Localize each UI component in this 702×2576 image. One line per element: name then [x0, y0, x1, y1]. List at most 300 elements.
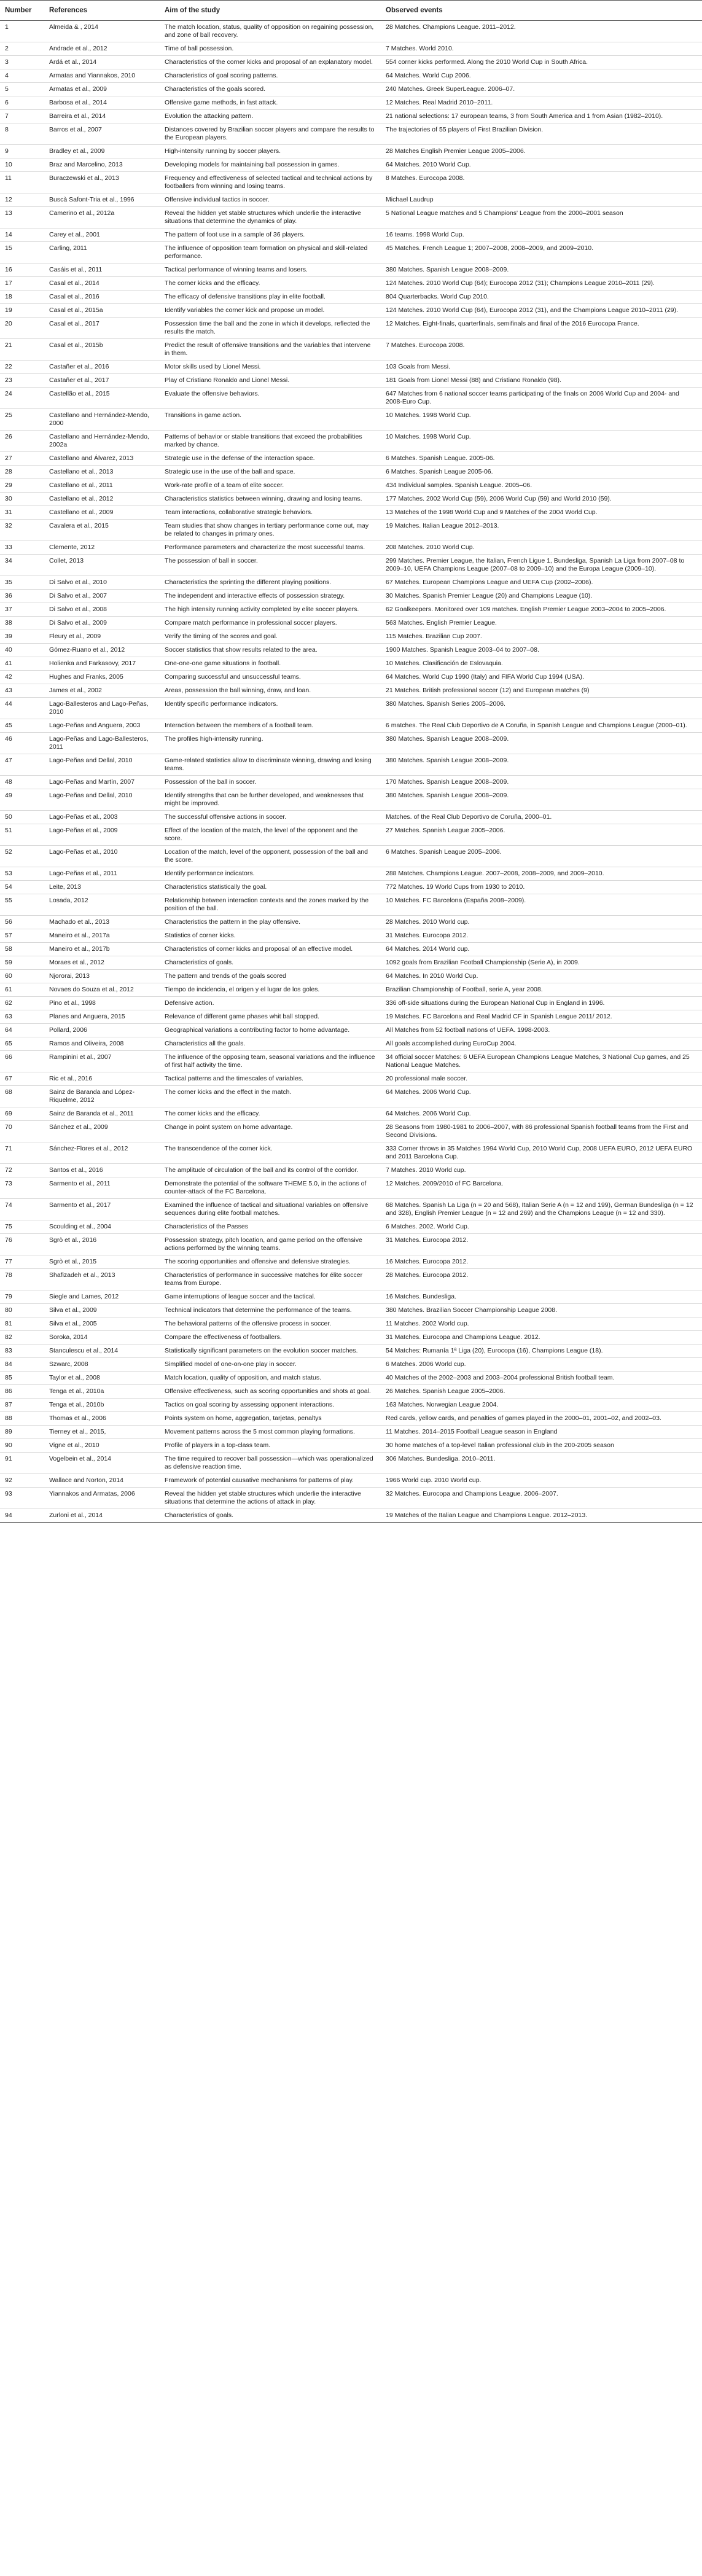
cell-aim: Characteristics all the goals.	[160, 1037, 381, 1051]
cell-observed-events: 21 Matches. British professional soccer (12) and European matches (9)	[381, 684, 702, 698]
cell-number: 31	[0, 506, 44, 520]
cell-aim: The corner kicks and the effect in the match.	[160, 1086, 381, 1107]
cell-reference: Lago-Ballesteros and Lago-Peñas, 2010	[44, 698, 160, 719]
table-row	[0, 1304, 702, 1317]
cell-observed-events: 64 Matches. 2010 World Cup.	[381, 158, 702, 172]
cell-observed-events: 10 Matches. FC Barcelona (España 2008–2009).	[381, 894, 702, 916]
table-row	[0, 291, 702, 304]
cell-number: 49	[0, 789, 44, 811]
cell-aim: The match location, status, quality of opposition on regaining possession, and zone of ball recovery.	[160, 21, 381, 42]
cell-aim: Evolution the attacking pattern.	[160, 110, 381, 123]
cell-aim: Reveal the hidden yet stable structures which underlie the interactive situations that determine the actions of attack in play.	[160, 1488, 381, 1509]
cell-aim: Characteristics of goal scoring patterns.	[160, 69, 381, 83]
cell-observed-events: 64 Matches. 2014 World cup.	[381, 943, 702, 956]
cell-observed-events: 12 Matches. Real Madrid 2010–2011.	[381, 96, 702, 110]
table-row	[0, 263, 702, 277]
cell-observed-events: 16 Matches. Bundesliga.	[381, 1290, 702, 1304]
header-number: Number	[0, 1, 44, 21]
cell-observed-events: 380 Matches. Brazilian Soccer Championship League 2008.	[381, 1304, 702, 1317]
cell-aim: Characteristics of the goals scored.	[160, 83, 381, 96]
cell-aim: Demonstrate the potential of the software THEME 5.0, in the actions of counter-attack of the FC Barcelona.	[160, 1177, 381, 1199]
cell-observed-events: Brazilian Championship of Football, serie A, year 2008.	[381, 983, 702, 997]
table-row	[0, 69, 702, 83]
cell-observed-events: 16 Matches. Eurocopa 2012.	[381, 1255, 702, 1269]
cell-aim: Reveal the hidden yet stable structures which underlie the interactive situations that determine the dynamics of play.	[160, 207, 381, 228]
table-row	[0, 1385, 702, 1399]
cell-number: 34	[0, 555, 44, 576]
table-row	[0, 590, 702, 603]
cell-reference: Sánchez-Flores et al., 2012	[44, 1142, 160, 1164]
cell-reference: Casal et al., 2017	[44, 318, 160, 339]
cell-observed-events: 32 Matches. Eurocopa and Champions League. 2006–2007.	[381, 1488, 702, 1509]
cell-observed-events: 333 Corner throws in 35 Matches 1994 World Cup, 2010 World Cup, 2008 UEFA EURO, 2012 UEFA EURO and 2011 Barcelona Cup.	[381, 1142, 702, 1164]
cell-aim: Characteristics of the Passes	[160, 1220, 381, 1234]
table-row	[0, 56, 702, 69]
cell-number: 45	[0, 719, 44, 733]
cell-observed-events: 10 Matches. Clasificación de Eslovaquia.	[381, 657, 702, 671]
cell-aim: The possession of ball in soccer.	[160, 555, 381, 576]
cell-reference: Di Salvo et al., 2009	[44, 617, 160, 630]
cell-reference: Lago-Peñas et al., 2011	[44, 867, 160, 881]
cell-aim: Statistics of corner kicks.	[160, 929, 381, 943]
cell-reference: Barreira et al., 2014	[44, 110, 160, 123]
table-row	[0, 1345, 702, 1358]
table-row	[0, 929, 702, 943]
table-row	[0, 1072, 702, 1086]
cell-aim: Movement patterns across the 5 most common playing formations.	[160, 1426, 381, 1439]
table-row	[0, 1290, 702, 1304]
cell-observed-events: 208 Matches. 2010 World Cup.	[381, 541, 702, 555]
cell-reference: Yiannakos and Armatas, 2006	[44, 1488, 160, 1509]
cell-observed-events: 21 national selections: 17 european teams, 3 from South America and 1 from Asian (1982–2010).	[381, 110, 702, 123]
cell-reference: Cavalera et al., 2015	[44, 520, 160, 541]
table-row	[0, 431, 702, 452]
cell-aim: Defensive action.	[160, 997, 381, 1010]
cell-aim: Effect of the location of the match, the level of the opponent and the score.	[160, 824, 381, 846]
cell-reference: Szwarc, 2008	[44, 1358, 160, 1372]
cell-reference: Lago-Peñas and Dellal, 2010	[44, 754, 160, 776]
cell-aim: Distances covered by Brazilian soccer players and compare the results to the European players.	[160, 123, 381, 145]
cell-number: 25	[0, 409, 44, 431]
cell-reference: Silva et al., 2009	[44, 1304, 160, 1317]
cell-reference: Lago-Peñas and Anguera, 2003	[44, 719, 160, 733]
cell-number: 36	[0, 590, 44, 603]
cell-aim: Developing models for maintaining ball possession in games.	[160, 158, 381, 172]
cell-aim: The high intensity running activity completed by elite soccer players.	[160, 603, 381, 617]
cell-observed-events: 434 Individual samples. Spanish League. 2005–06.	[381, 479, 702, 493]
cell-reference: Wallace and Norton, 2014	[44, 1474, 160, 1488]
cell-number: 79	[0, 1290, 44, 1304]
cell-reference: Planes and Anguera, 2015	[44, 1010, 160, 1024]
cell-observed-events: 31 Matches. Eurocopa 2012.	[381, 929, 702, 943]
cell-aim: Play of Cristiano Ronaldo and Lionel Messi.	[160, 374, 381, 388]
cell-aim: Tactics on goal scoring by assessing opponent interactions.	[160, 1399, 381, 1412]
cell-number: 72	[0, 1164, 44, 1177]
table-row	[0, 277, 702, 291]
cell-observed-events: 181 Goals from Lionel Messi (88) and Cristiano Ronaldo (98).	[381, 374, 702, 388]
table-row	[0, 83, 702, 96]
cell-observed-events: 19 Matches. Italian League 2012–2013.	[381, 520, 702, 541]
cell-aim: Soccer statistics that show results related to the area.	[160, 644, 381, 657]
cell-observed-events: 554 corner kicks performed. Along the 2010 World Cup in South Africa.	[381, 56, 702, 69]
cell-aim: The behavioral patterns of the offensive process in soccer.	[160, 1317, 381, 1331]
cell-number: 15	[0, 242, 44, 263]
table-row	[0, 811, 702, 824]
cell-aim: Interaction between the members of a football team.	[160, 719, 381, 733]
cell-reference: Lago-Peñas et al., 2009	[44, 824, 160, 846]
cell-observed-events: 240 Matches. Greek SuperLeague. 2006–07.	[381, 83, 702, 96]
cell-aim: Simplified model of one-on-one play in soccer.	[160, 1358, 381, 1372]
cell-observed-events: 124 Matches. 2010 World Cup (64), Eurocopa 2012 (31), and the Champions League 2010–2011 (29).	[381, 304, 702, 318]
cell-reference: Holienka and Farkasovy, 2017	[44, 657, 160, 671]
table-row	[0, 576, 702, 590]
cell-number: 71	[0, 1142, 44, 1164]
cell-aim: Possession strategy, pitch location, and game period on the offensive actions performed by the winning teams.	[160, 1234, 381, 1255]
cell-observed-events: 7 Matches. World 2010.	[381, 42, 702, 56]
cell-number: 55	[0, 894, 44, 916]
table-row	[0, 1107, 702, 1121]
cell-reference: Castellano et al., 2011	[44, 479, 160, 493]
cell-observed-events: 26 Matches. Spanish League 2005–2006.	[381, 1385, 702, 1399]
header-observed-events: Observed events	[381, 1, 702, 21]
cell-observed-events: 288 Matches. Champions League. 2007–2008, 2008–2009, and 2009–2010.	[381, 867, 702, 881]
cell-observed-events: 1900 Matches. Spanish League 2003–04 to 2007–08.	[381, 644, 702, 657]
cell-observed-events: 336 off-side situations during the European National Cup in England in 1996.	[381, 997, 702, 1010]
cell-observed-events: 8 Matches. Eurocopa 2008.	[381, 172, 702, 193]
cell-number: 90	[0, 1439, 44, 1453]
cell-number: 37	[0, 603, 44, 617]
table-row	[0, 1439, 702, 1453]
cell-aim: Characteristics of performance in successive matches for élite soccer teams from Europe.	[160, 1269, 381, 1290]
cell-reference: Collet, 2013	[44, 555, 160, 576]
cell-aim: Characteristics the sprinting the different playing positions.	[160, 576, 381, 590]
table-row	[0, 789, 702, 811]
table-row	[0, 1177, 702, 1199]
cell-number: 3	[0, 56, 44, 69]
cell-aim: Strategic use in the defense of the interaction space.	[160, 452, 381, 466]
table-row	[0, 1317, 702, 1331]
cell-number: 13	[0, 207, 44, 228]
cell-reference: Sánchez et al., 2009	[44, 1121, 160, 1142]
cell-reference: Soroka, 2014	[44, 1331, 160, 1345]
cell-number: 39	[0, 630, 44, 644]
cell-number: 10	[0, 158, 44, 172]
cell-number: 6	[0, 96, 44, 110]
cell-reference: Sarmento et al., 2011	[44, 1177, 160, 1199]
cell-aim: Game interruptions of league soccer and the tactical.	[160, 1290, 381, 1304]
cell-reference: Castellano et al., 2009	[44, 506, 160, 520]
table-row	[0, 466, 702, 479]
cell-number: 60	[0, 970, 44, 983]
cell-aim: Technical indicators that determine the performance of the teams.	[160, 1304, 381, 1317]
cell-number: 29	[0, 479, 44, 493]
cell-aim: Verify the timing of the scores and goal.	[160, 630, 381, 644]
cell-number: 63	[0, 1010, 44, 1024]
cell-aim: Transitions in game action.	[160, 409, 381, 431]
cell-aim: Possession of the ball in soccer.	[160, 776, 381, 789]
cell-observed-events: 34 official soccer Matches: 6 UEFA European Champions League Matches, 3 National Cup games, and 25 National League Matches.	[381, 1051, 702, 1072]
cell-aim: Comparing successful and unsuccessful teams.	[160, 671, 381, 684]
table-row	[0, 374, 702, 388]
cell-number: 35	[0, 576, 44, 590]
cell-observed-events: 16 teams. 1998 World Cup.	[381, 228, 702, 242]
cell-observed-events: 28 Matches. Eurocopa 2012.	[381, 1269, 702, 1290]
cell-aim: Examined the influence of tactical and situational variables on offensive sequences during elite football matches.	[160, 1199, 381, 1220]
cell-number: 52	[0, 846, 44, 867]
cell-observed-events: 380 Matches. Spanish League 2008–2009.	[381, 789, 702, 811]
table-row	[0, 754, 702, 776]
cell-reference: Shafizadeh et al., 2013	[44, 1269, 160, 1290]
table-row	[0, 916, 702, 929]
table-row	[0, 684, 702, 698]
header-aim: Aim of the study	[160, 1, 381, 21]
cell-observed-events: 563 Matches. English Premier League.	[381, 617, 702, 630]
cell-observed-events: 647 Matches from 6 national soccer teams participating of the finals on 2006 World Cup and 2004- and 2008-Euro Cup.	[381, 388, 702, 409]
cell-number: 8	[0, 123, 44, 145]
cell-observed-events: 115 Matches. Brazilian Cup 2007.	[381, 630, 702, 644]
cell-observed-events: The trajectories of 55 players of First Brazilian Division.	[381, 123, 702, 145]
cell-reference: Clemente, 2012	[44, 541, 160, 555]
cell-reference: Casal et al., 2016	[44, 291, 160, 304]
table-row	[0, 409, 702, 431]
cell-number: 21	[0, 339, 44, 361]
cell-observed-events: 10 Matches. 1998 World Cup.	[381, 409, 702, 431]
cell-aim: Evaluate the offensive behaviors.	[160, 388, 381, 409]
table-row	[0, 630, 702, 644]
cell-reference: Sainz de Baranda et al., 2011	[44, 1107, 160, 1121]
cell-number: 19	[0, 304, 44, 318]
cell-reference: Lago-Peñas and Lago-Ballesteros, 2011	[44, 733, 160, 754]
cell-observed-events: Matches. of the Real Club Deportivo de Coruña, 2000–01.	[381, 811, 702, 824]
cell-aim: Tactical performance of winning teams and losers.	[160, 263, 381, 277]
cell-observed-events: 6 Matches. Spanish League 2005-06.	[381, 466, 702, 479]
table-row	[0, 1024, 702, 1037]
cell-reference: Ramos and Oliveira, 2008	[44, 1037, 160, 1051]
cell-reference: Castellano and Hernández-Mendo, 2002a	[44, 431, 160, 452]
cell-observed-events: 6 Matches. 2006 World cup.	[381, 1358, 702, 1372]
cell-reference: Castellano and Álvarez, 2013	[44, 452, 160, 466]
cell-observed-events: 20 professional male soccer.	[381, 1072, 702, 1086]
cell-observed-events: 1966 World cup. 2010 World cup.	[381, 1474, 702, 1488]
table-row	[0, 657, 702, 671]
cell-number: 9	[0, 145, 44, 158]
cell-number: 94	[0, 1509, 44, 1523]
cell-reference: Buraczewski et al., 2013	[44, 172, 160, 193]
cell-reference: Maneiro et al., 2017b	[44, 943, 160, 956]
table-row	[0, 388, 702, 409]
cell-aim: Characteristics of corner kicks and proposal of an effective model.	[160, 943, 381, 956]
cell-aim: The efficacy of defensive transitions play in elite football.	[160, 291, 381, 304]
table-row	[0, 846, 702, 867]
table-row	[0, 1220, 702, 1234]
table-row	[0, 1331, 702, 1345]
cell-number: 78	[0, 1269, 44, 1290]
table-row	[0, 110, 702, 123]
cell-number: 28	[0, 466, 44, 479]
cell-observed-events: 804 Quarterbacks. World Cup 2010.	[381, 291, 702, 304]
cell-aim: The transcendence of the corner kick.	[160, 1142, 381, 1164]
cell-number: 84	[0, 1358, 44, 1372]
cell-observed-events: 12 Matches. 2009/2010 of FC Barcelona.	[381, 1177, 702, 1199]
cell-number: 7	[0, 110, 44, 123]
cell-reference: Armatas et al., 2009	[44, 83, 160, 96]
cell-observed-events: 13 Matches of the 1998 World Cup and 9 Matches of the 2004 World Cup.	[381, 506, 702, 520]
cell-reference: Braz and Marcelino, 2013	[44, 158, 160, 172]
cell-number: 17	[0, 277, 44, 291]
cell-reference: Ric et al., 2016	[44, 1072, 160, 1086]
cell-number: 81	[0, 1317, 44, 1331]
table-row	[0, 983, 702, 997]
cell-observed-events: 6 Matches. Spanish League. 2005-06.	[381, 452, 702, 466]
cell-number: 47	[0, 754, 44, 776]
cell-number: 73	[0, 1177, 44, 1199]
cell-number: 58	[0, 943, 44, 956]
cell-reference: Santos et al., 2016	[44, 1164, 160, 1177]
table-row	[0, 1399, 702, 1412]
cell-aim: The corner kicks and the efficacy.	[160, 277, 381, 291]
cell-observed-events: 68 Matches. Spanish La Liga (n = 20 and 568), Italian Serie A (n = 12 and 199), German Bundesliga (n = 12 and 328), English Premier League (n = 12 and 269) and the Champions League (n = 12 and 330).	[381, 1199, 702, 1220]
cell-observed-events: 11 Matches. 2002 World cup.	[381, 1317, 702, 1331]
cell-aim: Characteristics of goals.	[160, 1509, 381, 1523]
cell-observed-events: 11 Matches. 2014–2015 Football League season in England	[381, 1426, 702, 1439]
cell-reference: Lago-Peñas and Dellal, 2010	[44, 789, 160, 811]
cell-observed-events: 28 Matches. 2010 World cup.	[381, 916, 702, 929]
table-row	[0, 207, 702, 228]
cell-aim: The scoring opportunities and offensive and defensive strategies.	[160, 1255, 381, 1269]
cell-aim: Identify specific performance indicators.	[160, 698, 381, 719]
cell-aim: Tactical patterns and the timescales of variables.	[160, 1072, 381, 1086]
cell-number: 70	[0, 1121, 44, 1142]
cell-aim: The amplitude of circulation of the ball and its control of the corridor.	[160, 1164, 381, 1177]
cell-aim: Performance parameters and characterize the most successful teams.	[160, 541, 381, 555]
table-row	[0, 1164, 702, 1177]
table-row	[0, 96, 702, 110]
cell-number: 80	[0, 1304, 44, 1317]
cell-aim: Relationship between interaction contexts and the zones marked by the position of the ball.	[160, 894, 381, 916]
cell-number: 53	[0, 867, 44, 881]
cell-number: 50	[0, 811, 44, 824]
cell-reference: Castañer et al., 2016	[44, 361, 160, 374]
table-row	[0, 228, 702, 242]
cell-reference: Castellão et al., 2015	[44, 388, 160, 409]
cell-number: 41	[0, 657, 44, 671]
cell-reference: Almeida & , 2014	[44, 21, 160, 42]
cell-observed-events: 62 Goalkeepers. Monitored over 109 matches. English Premier League 2003–2004 to 2005–2006.	[381, 603, 702, 617]
cell-reference: Lago-Peñas et al., 2003	[44, 811, 160, 824]
cell-observed-events: 67 Matches. European Champions League and UEFA Cup (2002–2006).	[381, 576, 702, 590]
table-row	[0, 304, 702, 318]
cell-aim: Frequency and effectiveness of selected tactical and technical actions by footballers from winning and losing teams.	[160, 172, 381, 193]
cell-reference: Leite, 2013	[44, 881, 160, 894]
cell-number: 26	[0, 431, 44, 452]
cell-reference: Moraes et al., 2012	[44, 956, 160, 970]
cell-observed-events: 28 Matches. Champions League. 2011–2012.	[381, 21, 702, 42]
cell-observed-events: 772 Matches. 19 World Cups from 1930 to 2010.	[381, 881, 702, 894]
table-row	[0, 1509, 702, 1523]
table-row	[0, 242, 702, 263]
table-row	[0, 733, 702, 754]
cell-number: 38	[0, 617, 44, 630]
cell-number: 57	[0, 929, 44, 943]
cell-observed-events: 64 Matches. 2006 World Cup.	[381, 1086, 702, 1107]
cell-aim: Areas, possession the ball winning, draw, and loan.	[160, 684, 381, 698]
cell-reference: Hughes and Franks, 2005	[44, 671, 160, 684]
cell-reference: Taylor et al., 2008	[44, 1372, 160, 1385]
cell-observed-events: 380 Matches. Spanish Series 2005–2006.	[381, 698, 702, 719]
cell-aim: Profile of players in a top-class team.	[160, 1439, 381, 1453]
table-row	[0, 1010, 702, 1024]
table-row	[0, 21, 702, 42]
cell-number: 75	[0, 1220, 44, 1234]
cell-reference: Vogelbein et al., 2014	[44, 1453, 160, 1474]
table-row	[0, 956, 702, 970]
cell-reference: Lago-Peñas and Martín, 2007	[44, 776, 160, 789]
cell-observed-events: 306 Matches. Bundesliga. 2010–2011.	[381, 1453, 702, 1474]
cell-number: 65	[0, 1037, 44, 1051]
cell-reference: Tierney et al., 2015,	[44, 1426, 160, 1439]
cell-observed-events: 12 Matches. Eight-finals, quarterfinals, semifinals and final of the 2016 Eurocopa France.	[381, 318, 702, 339]
cell-reference: Buscà Safont-Tria et al., 1996	[44, 193, 160, 207]
cell-number: 77	[0, 1255, 44, 1269]
cell-reference: Sgrò et al., 2016	[44, 1234, 160, 1255]
cell-observed-events: All Matches from 52 football nations of UEFA. 1998-2003.	[381, 1024, 702, 1037]
cell-number: 27	[0, 452, 44, 466]
cell-aim: Statistically significant parameters on the evolution soccer matches.	[160, 1345, 381, 1358]
cell-reference: Pino et al., 1998	[44, 997, 160, 1010]
cell-aim: Characteristics of goals.	[160, 956, 381, 970]
cell-aim: The influence of the opposing team, seasonal variations and the influence of first half activity the time.	[160, 1051, 381, 1072]
cell-reference: Silva et al., 2005	[44, 1317, 160, 1331]
table-row	[0, 158, 702, 172]
table-row	[0, 193, 702, 207]
cell-reference: Tenga et al., 2010b	[44, 1399, 160, 1412]
cell-aim: Offensive game methods, in fast attack.	[160, 96, 381, 110]
cell-observed-events: 64 Matches. 2006 World Cup.	[381, 1107, 702, 1121]
table-row	[0, 479, 702, 493]
cell-number: 14	[0, 228, 44, 242]
cell-aim: The independent and interactive effects of possession strategy.	[160, 590, 381, 603]
table-row	[0, 1269, 702, 1290]
cell-aim: The corner kicks and the efficacy.	[160, 1107, 381, 1121]
cell-observed-events: 170 Matches. Spanish League 2008–2009.	[381, 776, 702, 789]
table-row	[0, 1426, 702, 1439]
cell-number: 76	[0, 1234, 44, 1255]
cell-reference: Stanculescu et al., 2014	[44, 1345, 160, 1358]
cell-number: 11	[0, 172, 44, 193]
cell-observed-events: 163 Matches. Norwegian League 2004.	[381, 1399, 702, 1412]
table-row	[0, 506, 702, 520]
cell-observed-events: 10 Matches. 1998 World Cup.	[381, 431, 702, 452]
cell-aim: Compare the effectiveness of footballers.	[160, 1331, 381, 1345]
cell-number: 93	[0, 1488, 44, 1509]
cell-number: 69	[0, 1107, 44, 1121]
cell-observed-events: 177 Matches. 2002 World Cup (59), 2006 World Cup (59) and World 2010 (59).	[381, 493, 702, 506]
cell-number: 12	[0, 193, 44, 207]
cell-reference: Machado et al., 2013	[44, 916, 160, 929]
cell-reference: Barros et al., 2007	[44, 123, 160, 145]
table-row	[0, 943, 702, 956]
cell-number: 51	[0, 824, 44, 846]
table-row	[0, 1372, 702, 1385]
cell-reference: Siegle and Lames, 2012	[44, 1290, 160, 1304]
cell-reference: Vigne et al., 2010	[44, 1439, 160, 1453]
cell-observed-events: 31 Matches. Eurocopa 2012.	[381, 1234, 702, 1255]
cell-reference: Sarmento et al., 2017	[44, 1199, 160, 1220]
cell-aim: Offensive effectiveness, such as scoring opportunities and shots at goal.	[160, 1385, 381, 1399]
table-row	[0, 617, 702, 630]
cell-reference: Armatas and Yiannakos, 2010	[44, 69, 160, 83]
cell-observed-events: 40 Matches of the 2002–2003 and 2003–2004 professional British football team.	[381, 1372, 702, 1385]
